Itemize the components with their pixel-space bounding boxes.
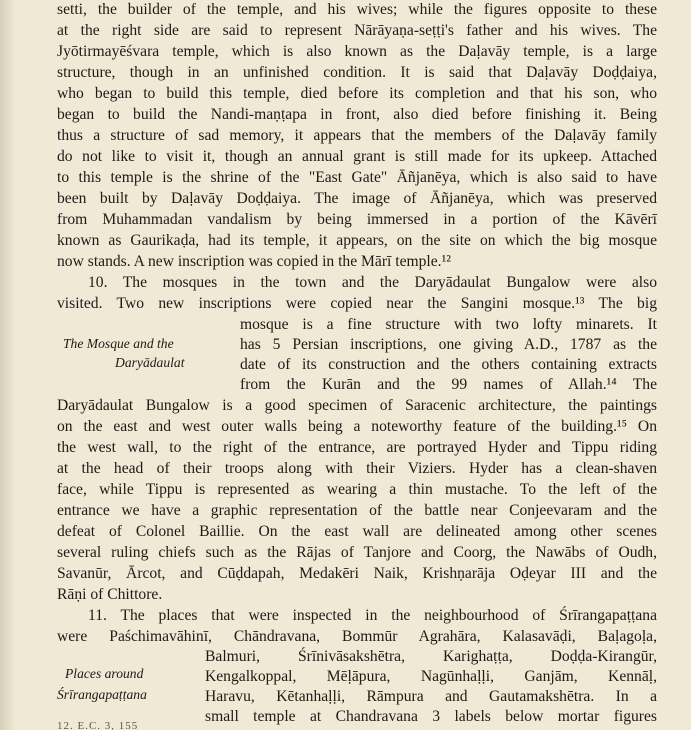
paragraph-10-start: 10. The mosques in the town and the Daryādaulat Bungalow were also	[88, 274, 657, 291]
text-line: on the east and west outer walls being a noteworthy feature of the building.¹⁵ On	[57, 418, 657, 435]
paragraph-11-start: 11. The places that were inspected in the neighbourhood of Śrīrangapaṭṭana	[88, 607, 657, 624]
text-line: known as Gaurikaḍa, had its temple, it appears, on the site on which the big mosque	[57, 232, 657, 249]
text-line: has 5 Persian inscriptions, one giving A.D., 1787 as the	[240, 336, 657, 353]
text-line: at the head of their troops along with their Viziers. Hyder has a clean-shaven	[57, 460, 657, 477]
text-line: to this temple is the shrine of the "East Gate" Āñjanēya, which is also said to have	[57, 169, 657, 186]
text-line: been built by Daḷavāy Doḍḍaiya. The image of Āñjanēya, which was preserved	[57, 190, 657, 207]
text-line: began to build the Nandi-maṇṭapa in front, also died before finishing it. Being	[57, 106, 657, 123]
text-line: Kengalkoppal, Mēḷāpura, Nagūnhaḷḷi, Ganjām, Kennāḷ,	[205, 668, 657, 685]
text-line: who began to build this temple, died before its completion and that his son, who	[57, 85, 657, 102]
text-line: Balmuri, Śrīnivāsakshētra, Karighaṭṭa, Doḍḍa-Kirangūr,	[205, 648, 657, 665]
text-line: Savanūr, Ārcot, and Cūḍdapah, Medakēri Naik, Krishṇarāja Oḍeyar III and the	[57, 565, 657, 582]
margin-note-mosque: Daryādaulat	[115, 355, 185, 370]
text-line: small temple at Chandravana 3 labels below mortar figures	[205, 708, 657, 725]
text-line: setti, the builder of the temple, and his wives; while the figures opposite to these	[57, 1, 657, 18]
footnote-cutoff: 12. E.C. 3, 155	[57, 720, 139, 730]
margin-note-mosque: The Mosque and the	[63, 336, 174, 351]
text-line: thus a structure of sad memory, it appears that the members of the Daḷavāy family	[57, 127, 657, 144]
text-line: now stands. A new inscription was copied in the Mārī temple.¹²	[57, 253, 451, 270]
text-line: were Paśchimavāhinī, Chāndravana, Bommūr Agrahāra, Kalasavāḍi, Baḷagoḷa,	[57, 628, 657, 645]
text-line: entrance we have a graphic representation of the battle near Conjeevaram and the	[57, 502, 657, 519]
text-line: date of its construction and the others containing extracts	[240, 356, 657, 373]
margin-note-places: Places around	[65, 666, 144, 681]
text-line: at the right side are said to represent Nārāyaṇa-seṭṭi's father and his wives. The	[57, 22, 657, 39]
text-line: do not like to visit it, though an annual grant is still made for its upkeep. Attached	[57, 148, 657, 165]
text-line: face, while Tippu is represented as wearing a thin mustache. To the left of the	[57, 481, 657, 498]
text-line: several ruling chiefs such as the Rājas of Tanjore and Coorg, the Nawābs of Oudh,	[57, 544, 657, 561]
margin-note-places: Śrīrangapaṭṭana	[57, 687, 147, 702]
text-line: mosque is a fine structure with two lofty minarets. It	[240, 316, 657, 333]
text-line: Jyōtirmayēśvara temple, which is also known as the Daḷavāy temple, is a large	[57, 43, 657, 60]
text-line: structure, though in an unfinished condition. It is said that Daḷavāy Doḍḍaiya,	[57, 64, 657, 81]
text-line: visited. Two new inscriptions were copied near the Sangini mosque.¹³ The big	[57, 295, 657, 312]
page-gutter	[0, 0, 16, 730]
text-line: from the Kurān and the 99 names of Allah.¹⁴ The	[240, 376, 657, 393]
text-line: Daryādaulat Bungalow is a good specimen of Saracenic architecture, the paintings	[57, 397, 657, 414]
text-line: from Muhammadan vandalism by being immersed in a portion of the Kāvērī	[57, 211, 657, 228]
text-line: Haravu, Kētanhaḷḷi, Rāmpura and Gautamakshētra. In a	[205, 688, 657, 705]
text-line: Rāṇi of Chittore.	[57, 586, 163, 603]
text-line: defeat of Colonel Baillie. On the east wall are delineated among other scenes	[57, 523, 657, 540]
text-line: the west wall, to the right of the entrance, are portrayed Hyder and Tippu riding	[57, 439, 657, 456]
